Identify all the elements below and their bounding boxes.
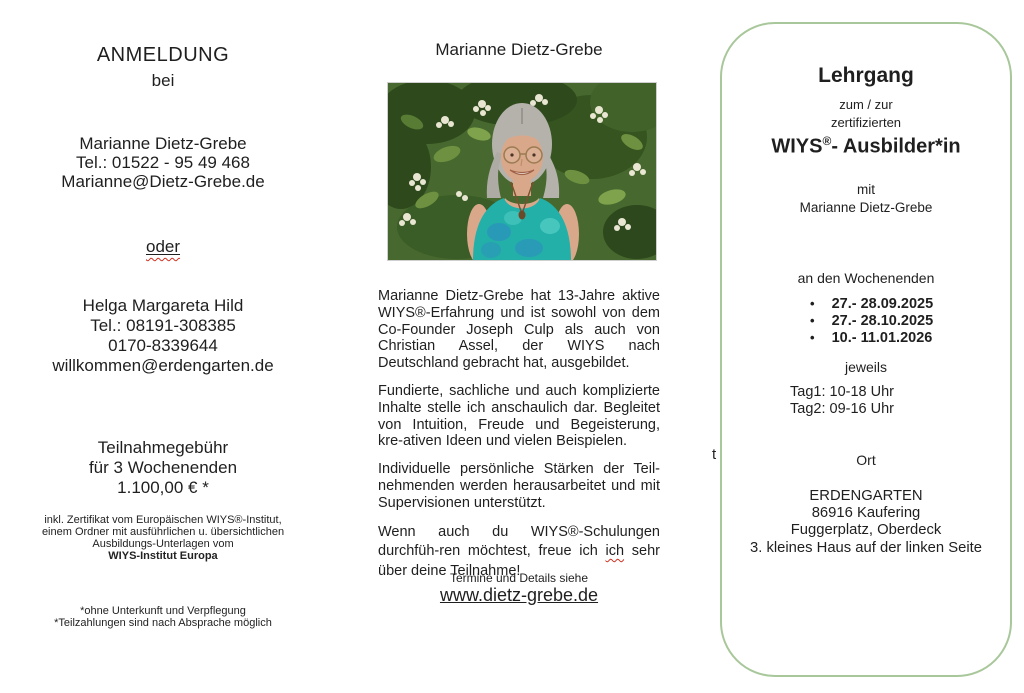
bullet-icon: • — [810, 312, 815, 328]
footnote-accommodation: *ohne Unterkunft und Verpflegung — [80, 605, 246, 617]
location-street: Fuggerplatz, Oberdeck — [790, 522, 942, 539]
registered-trademark-symbol: ® — [822, 134, 832, 148]
mit-label: mit — [857, 182, 875, 197]
website-link-wrap — [378, 585, 660, 606]
anmeldung-heading: ANMELDUNG — [96, 44, 230, 66]
contact-helga — [18, 296, 308, 376]
bio-paragraph-4: Wenn auch du WIYS®-Schulungen durchfüh-ren möchtest, freue ich ich sehr über deine Teilnahme! — [378, 523, 660, 579]
contact-marianne-name: Marianne Dietz-Grebe — [79, 134, 247, 153]
fee-duration: für 3 Wochenenden — [88, 458, 238, 477]
jeweils-label: jeweils — [844, 359, 887, 375]
location-city: 86916 Kaufering — [811, 505, 921, 522]
termine-note: Termine und Details siehe — [449, 571, 589, 585]
date-item-3: • 10.- 11.01.2026 — [810, 329, 933, 346]
anmeldung-subheading: bei — [151, 71, 175, 90]
bio-paragraph-2: Fundierte, sachliche und auch komplizierte Inhalte stelle ich anschaulich dar. Begleitet von Intuition, Freude und Begeisterung, kre-ativen Ideen und vielen Beispielen. — [378, 382, 660, 450]
course-sub1: zum / zur — [839, 97, 893, 112]
bio-paragraph-3: Individuelle persönliche Stärken der Teil-nehmenden werden herausarbeitet und mit Supervisionen unterstützt. — [378, 461, 660, 511]
contact-marianne — [18, 134, 308, 191]
date-item-1: • 27.- 28.09.2025 — [810, 296, 934, 312]
course-sub2: zertifizierten — [830, 115, 902, 130]
wiys-institut-europa: WIYS-Institut Europa — [108, 550, 218, 562]
day2-time: Tag2: 09-16 Uhr — [790, 400, 894, 417]
spellcheck-squiggle: oder — [145, 237, 181, 256]
location-hint: 3. kleines Haus auf der linken Seite — [750, 539, 982, 556]
fee-amount: 1.100,00 € * — [117, 478, 209, 497]
bullet-icon: • — [810, 296, 815, 311]
contact-marianne-phone: Tel.: 01522 - 95 49 468 — [76, 153, 250, 172]
portrait-photo-graphic — [387, 82, 657, 261]
fee-title: Teilnahmegebühr — [97, 438, 229, 457]
website-link[interactable]: www.dietz-grebe.de — [439, 585, 599, 605]
bio-text — [378, 288, 660, 592]
fee-includes-note: inkl. Zertifikat vom Europäischen WIYS®-Institut, einem Ordner mit ausführlichen u. übersichtlichen Ausbildungs-Unterlagen vom WIYS-Institut Europa — [18, 514, 308, 562]
wiys-ausbilder-title: WIYS®- Ausbilder*in — [771, 134, 961, 158]
contact-helga-name: Helga Margareta Hild — [82, 296, 244, 315]
fee-block — [18, 438, 308, 498]
contact-helga-phone1: Tel.: 08191-308385 — [90, 316, 236, 335]
location-address — [722, 488, 1010, 557]
bullet-icon: • — [810, 329, 815, 345]
spellcheck-squiggle-ich: ich — [605, 543, 625, 560]
location-name: ERDENGARTEN — [809, 488, 923, 504]
footnotes — [18, 605, 308, 629]
bio-paragraph-1: Marianne Dietz-Grebe hat 13-Jahre aktive WIYS®-Erfahrung und ist sowohl von dem Co-Founder Joseph Culp als auch von Christian Assel, der WIYS nach Deutschland gebracht hat, ausgebildet. — [378, 288, 660, 372]
course-heading: Lehrgang — [818, 64, 914, 87]
footnote-installments: *Teilzahlungen sind nach Absprache möglich — [54, 617, 272, 629]
contact-helga-phone2: 0170-8339644 — [108, 336, 218, 355]
oder-separator — [18, 237, 308, 257]
course-info-box — [720, 22, 1012, 677]
trainer-name: Marianne Dietz-Grebe — [799, 200, 933, 215]
date-item-2: • 27.- 28.10.2025 — [810, 312, 934, 329]
date-list — [810, 296, 933, 346]
day1-time: Tag1: 10-18 Uhr — [790, 384, 894, 400]
contact-helga-email: willkommen@erdengarten.de — [52, 356, 274, 375]
stray-character: t — [712, 446, 717, 463]
daily-times — [790, 384, 894, 417]
portrait-photo — [387, 82, 657, 261]
weekends-label: an den Wochenenden — [797, 270, 935, 286]
photo-caption-title: Marianne Dietz-Grebe — [435, 40, 603, 59]
location-label: Ort — [856, 452, 876, 468]
contact-marianne-email: Marianne@Dietz-Grebe.de — [61, 172, 265, 191]
